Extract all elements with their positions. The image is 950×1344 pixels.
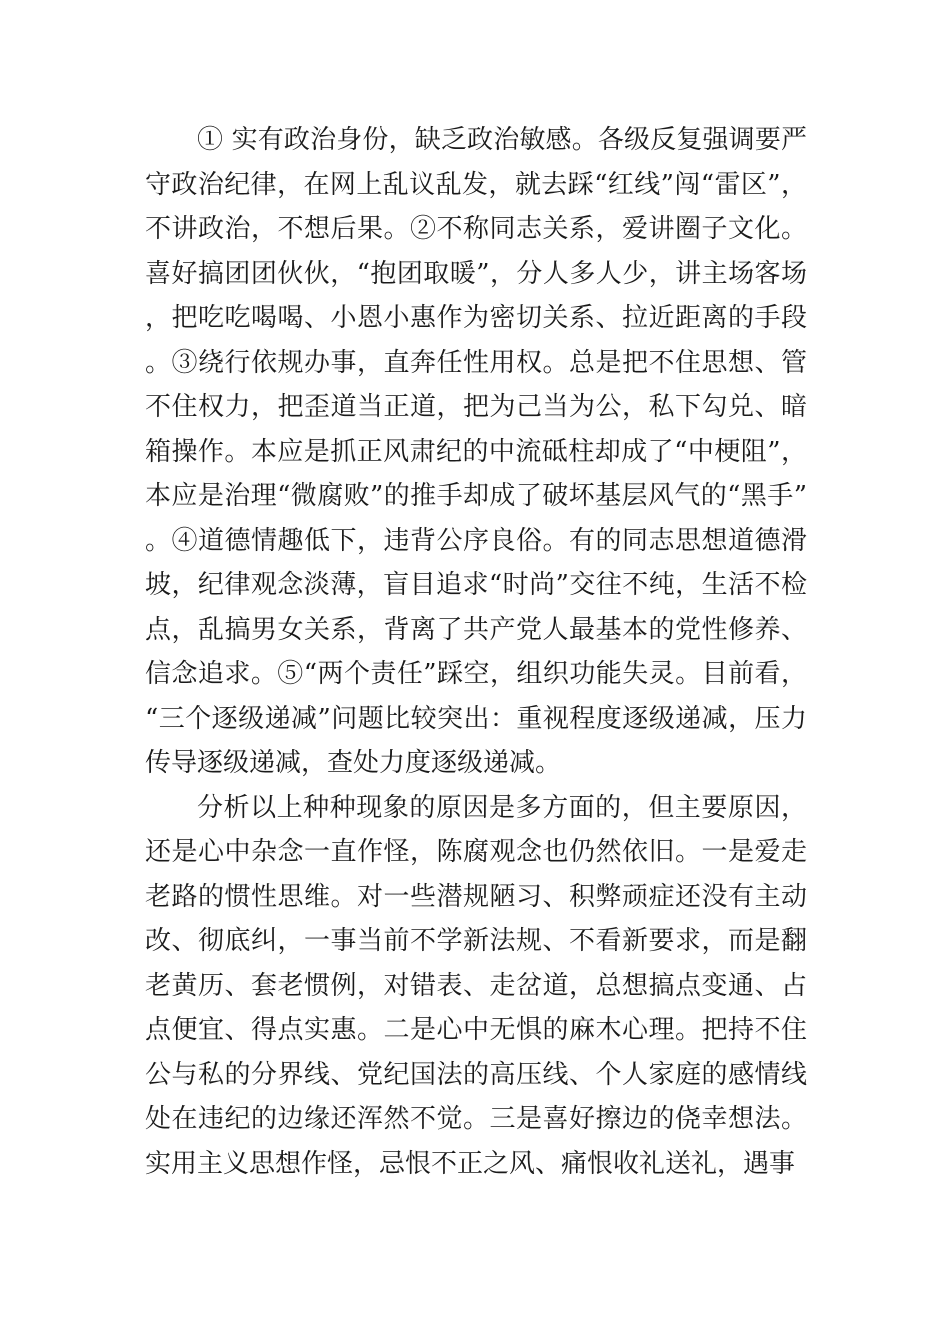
paragraph-causes: 分析以上种种现象的原因是多方面的，但主要原因，还是心中杂念一直作怪，陈腐观念也仍然依旧。一是爱走老路的惯性思维。对一些潜规陋习、积弊顽症还没有主动改、彻底纠，一事当前不学新法规、不看新要求，而是翻老黄历、套老惯例，对错表、走岔道，总想搞点变通、占点便宜、得点实惠。二是心中无惧的麻木心理。把持不住公与私的分界线、党纪国法的高压线、个人家庭的感情线处在违纪的边缘还浑然不觉。三是喜好擦边的侥幸想法。实用主义思想作怪，忌恨不正之风、痛恨收礼送礼，遇事 [145, 792, 807, 1179]
paragraph-problems: ① 实有政治身份，缺乏政治敏感。各级反复强调要严守政治纪律，在网上乱议乱发，就去踩“红线”闯“雷区”，不讲政治，不想后果。②不称同志关系，爱讲圈子文化。喜好搞团团伙伙，“抱团取暖”，分人多人少，讲主场客场，把吃吃喝喝、小恩小惠作为密切关系、拉近距离的手段。③绕行依规办事，直奔任性用权。总是把不住思想、管不住权力，把歪道当正道，把为己当为公，私下勾兑、暗箱操作。本应是抓正风肃纪的中流砥柱却成了“中梗阻”，本应是治理“微腐败”的推手却成了破坏基层风气的“黑手”。④道德情趣低下，违背公序良俗。有的同志思想道德滑坡，纪律观念淡薄，盲目追求“时尚”交往不纯，生活不检点，乱搞男女关系，背离了共产党人最基本的党性修养、信念追求。⑤“两个责任”踩空，组织功能失灵。目前看，“三个逐级递减”问题比较突出：重视程度逐级递减，压力传导逐级递减，查处力度逐级递减。 [145, 125, 807, 778]
body-text [145, 118, 807, 1186]
